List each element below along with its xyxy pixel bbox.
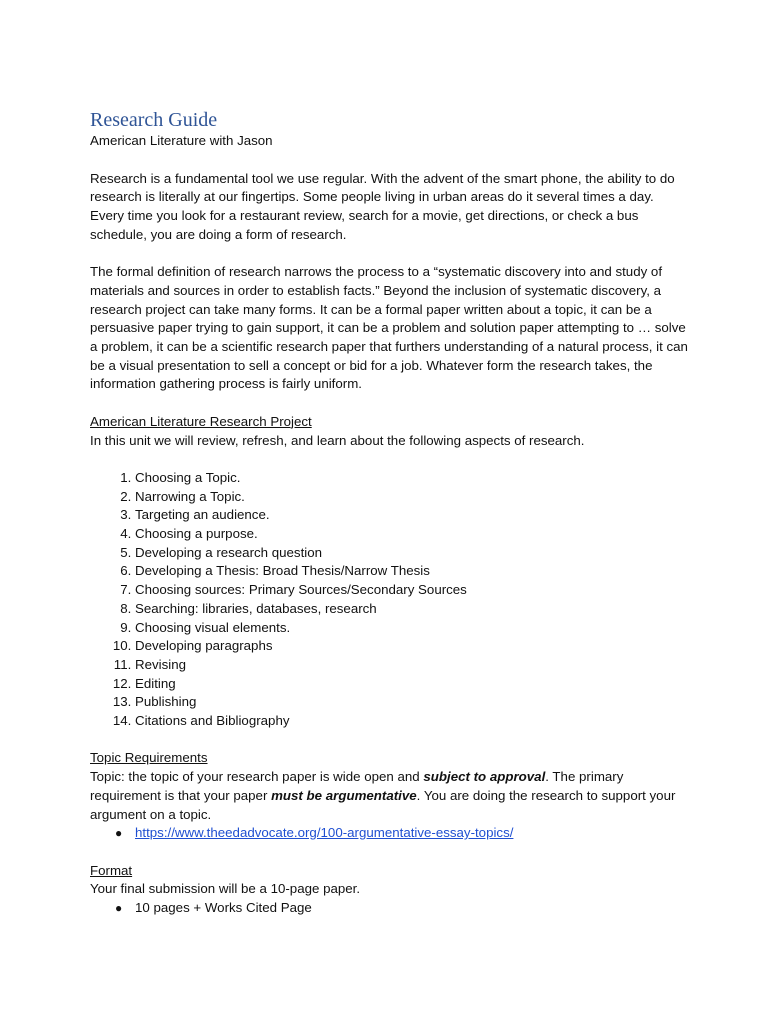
topic-emphasis-argumentative: must be argumentative [271,787,417,803]
topic-heading: Topic Requirements [90,750,208,766]
intro-paragraph-2: The formal definition of research narrows the process to a “systematic discovery into and study of materials and sources in order to establish facts.” Beyond the inclusion of systematic discovery, a research project can take many forms. It can be a formal paper written about a topic, it can be a persuasive paper trying to gain support, it can be a problem and solution paper attempting to … solve a problem, it can be a scientific research paper that furthers understanding of a natural process, it can be a visual presentation to sell a concept or bid for a job. Whatever form the research takes, the information gathering process is fairly uniform. [90,264,688,392]
topic-paragraph [90,768,690,824]
format-list [90,899,690,918]
topic-text-2: . The primary requirement is that your paper [90,769,624,803]
list-item [115,824,690,843]
research-aspects-list [90,469,690,731]
intro-paragraph-1: Research is a fundamental tool we use regular. With the advent of the smart phone, the ability to do research is literally at our fingertips. Some people living in urban areas do it several times a day. Every time you look for a restaurant review, search for a movie, get directions, or check a bus schedule, you are doing a form of research. [90,170,675,242]
list-item: 13. Publishing [135,693,690,712]
topic-links-list [90,824,690,843]
project-intro: In this unit we will review, refresh, and learn about the following aspects of research. [90,432,585,448]
document-page [90,108,690,936]
list-item: 10. Developing paragraphs [135,637,690,656]
list-item: 2. Narrowing a Topic. [135,488,690,507]
list-item: 11. Revising [135,656,690,675]
bullet-icon: ● [115,826,123,841]
list-item: 8. Searching: libraries, databases, research [135,600,690,619]
list-item: 6. Developing a Thesis: Broad Thesis/Narrow Thesis [135,562,690,581]
topic-text-3: . You are doing the research to support your argument on a topic. [90,787,676,822]
list-item: 1. Choosing a Topic. [135,469,690,488]
format-text: Your final submission will be a 10-page paper. [90,881,361,897]
list-item: 3. Targeting an audience. [135,506,690,525]
list-item: 14. Citations and Bibliography [135,712,690,731]
project-heading: American Literature Research Project [90,413,312,429]
list-item: 5. Developing a research question [135,544,690,563]
topics-link[interactable]: https://www.theedadvocate.org/100-argumentative-essay-topics/ [135,825,514,841]
topic-text-1: Topic: the topic of your research paper is wide open and [90,769,424,785]
list-item: 12. Editing [135,675,690,694]
list-item [115,899,690,918]
list-item: 7. Choosing sources: Primary Sources/Secondary Sources [135,581,690,600]
bullet-icon: ● [115,901,123,916]
list-item: 4. Choosing a purpose. [135,525,690,544]
list-item: 9. Choosing visual elements. [135,619,690,638]
document-title: Research Guide [90,109,218,131]
document-subtitle: American Literature with Jason [90,133,273,148]
topic-emphasis-approval: subject to approval [423,769,546,785]
format-heading: Format [90,862,133,878]
format-bullet-text: 10 pages + Works Cited Page [135,900,312,916]
